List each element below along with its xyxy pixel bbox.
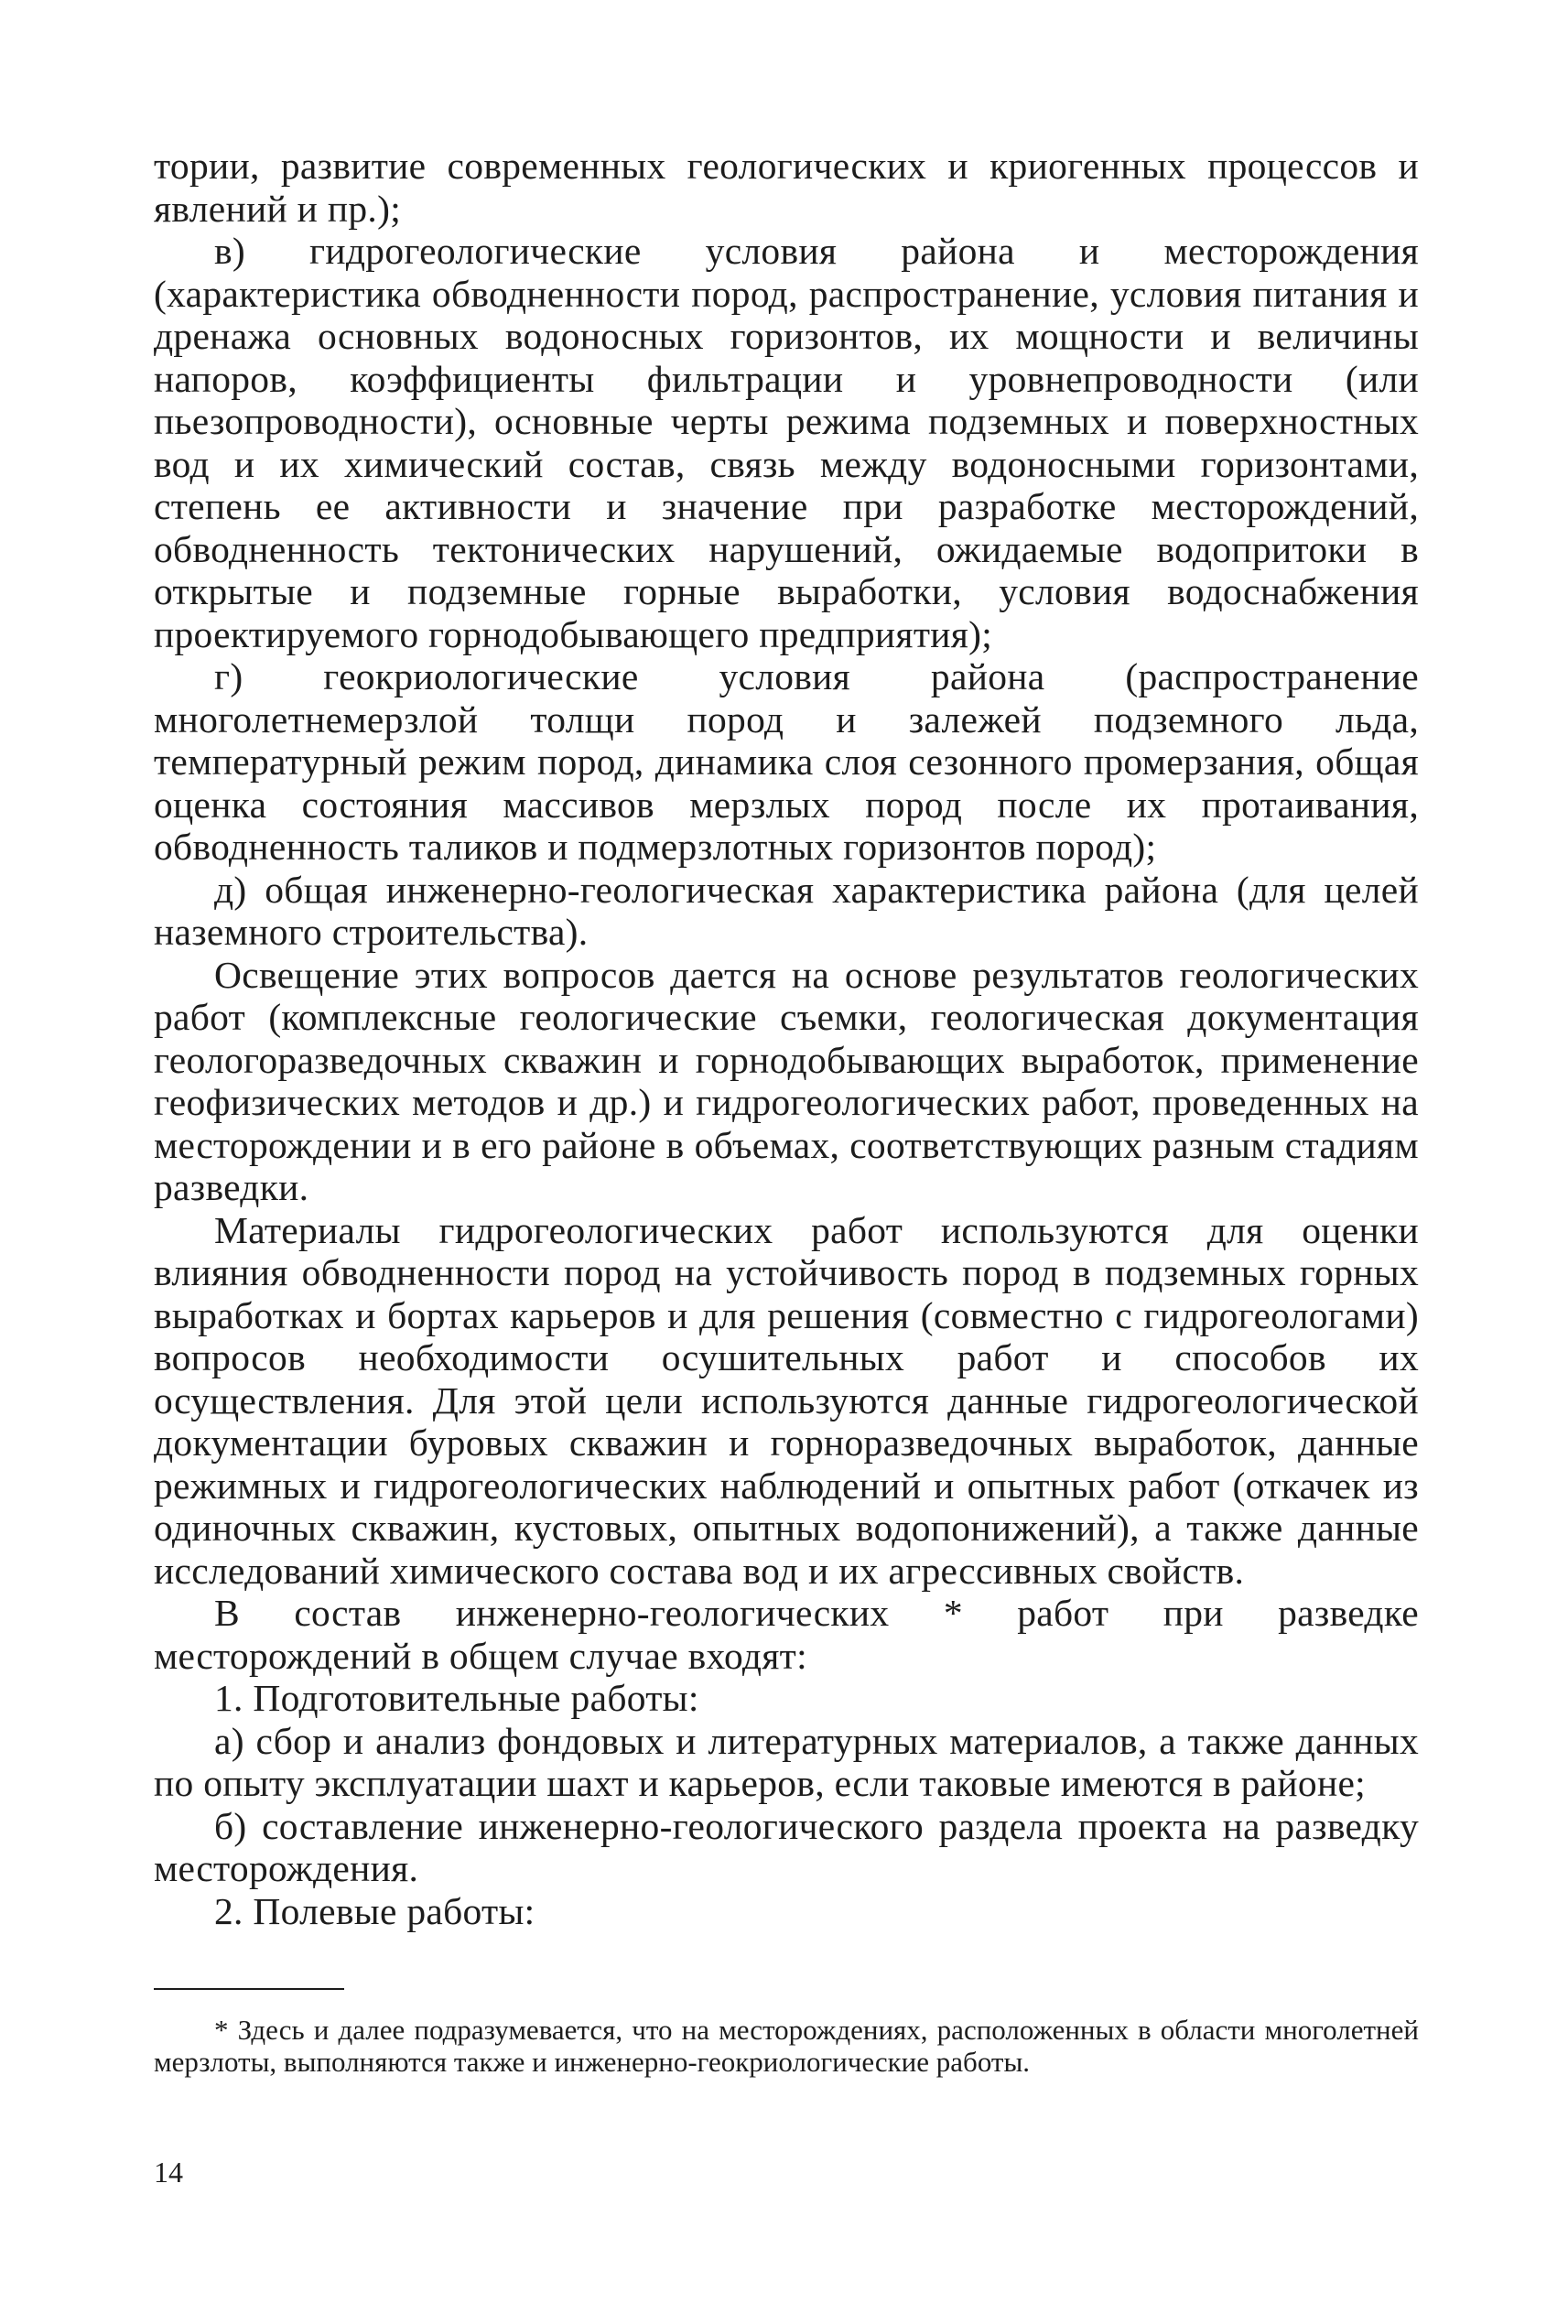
footnote-divider bbox=[154, 1988, 344, 1990]
paragraph-hydrogeology: в) гидрогеологические условия района и месторождения (характеристика обводненности пород, распространение, условия питания и дренажа основных водоносных горизонтов, их мощности и величины напоров, коэффициенты фильтрации и уровнепроводности (или пьезопроводности), основные черты режима подземных и поверхностных вод и их химический состав, связь между водоносными горизонтами, степень ее активности и значение при разработке месторождений, обводненность тектонических нарушений, ожидаемые водопритоки в открытые и подземные горные выработки, условия водоснабжения проектируемого горнодобывающего предприятия); bbox=[154, 230, 1419, 655]
list-item-preparatory: 1. Подготовительные работы: bbox=[214, 1677, 699, 1719]
footnote: * Здесь и далее подразумевается, что на месторождениях, расположенных в области многолетней мерзлоты, выполняются также и инженерно-геокриологические работы. bbox=[154, 2014, 1419, 2078]
paragraph-engineering-characteristics: д) общая инженерно-геологическая характеристика района (для целей наземного строительства). bbox=[154, 868, 1419, 953]
paragraph-coverage: Освещение этих вопросов дается на основе результатов геологических работ (комплексные геологические съемки, геологическая документация геологоразведочных скважин и горнодобывающих выработок, применение геофизических методов и др.) и гидрогеологических работ, проведенных на месторождении и в его районе в объемах, соответствующих разным стадиям разведки. bbox=[154, 953, 1419, 1208]
paragraph-scope: В состав инженерно-геологических * работ при разведке месторождений в общем случае входят: bbox=[154, 1592, 1419, 1677]
list-item-field-works: 2. Полевые работы: bbox=[214, 1889, 535, 1932]
paragraph-hydro-materials: Материалы гидрогеологических работ используются для оценки влияния обводненности пород на устойчивость пород в подземных горных выработках и бортах карьеров и для решения (совместно с гидрогеологами) вопросов необходимости осушительных работ и способов их осуществления. Для этой цели используются данные гидрогеологической документации буровых скважин и горноразведочных выработок, данные режимных и гидрогеологических наблюдений и опытных работ (откачек из одиночных скважин, кустовых, опытных водопонижений), а также данные исследований химического состава вод и их агрессивных свойств. bbox=[154, 1208, 1419, 1592]
paragraph-geocryology: г) геокриологические условия района (распространение многолетнемерзлой толщи пород и залежей подземного льда, температурный режим пород, динамика слоя сезонного промерзания, общая оценка состояния массивов мерзлых пород после их протаивания, обводненность таликов и подмерзлотных горизонтов пород); bbox=[154, 655, 1419, 868]
paragraph-continuation: тории, развитие современных геологических и криогенных процессов и явлений и пр.); bbox=[154, 145, 1419, 230]
list-item-project-section: б) составление инженерно-геологического раздела проекта на разведку месторождения. bbox=[154, 1804, 1419, 1889]
list-item-collection: а) сбор и анализ фондовых и литературных материалов, а также данных по опыту эксплуатации шахт и карьеров, если таковые имеются в районе; bbox=[154, 1719, 1419, 1804]
main-text bbox=[154, 145, 1419, 1932]
page-number: 14 bbox=[154, 2156, 183, 2189]
